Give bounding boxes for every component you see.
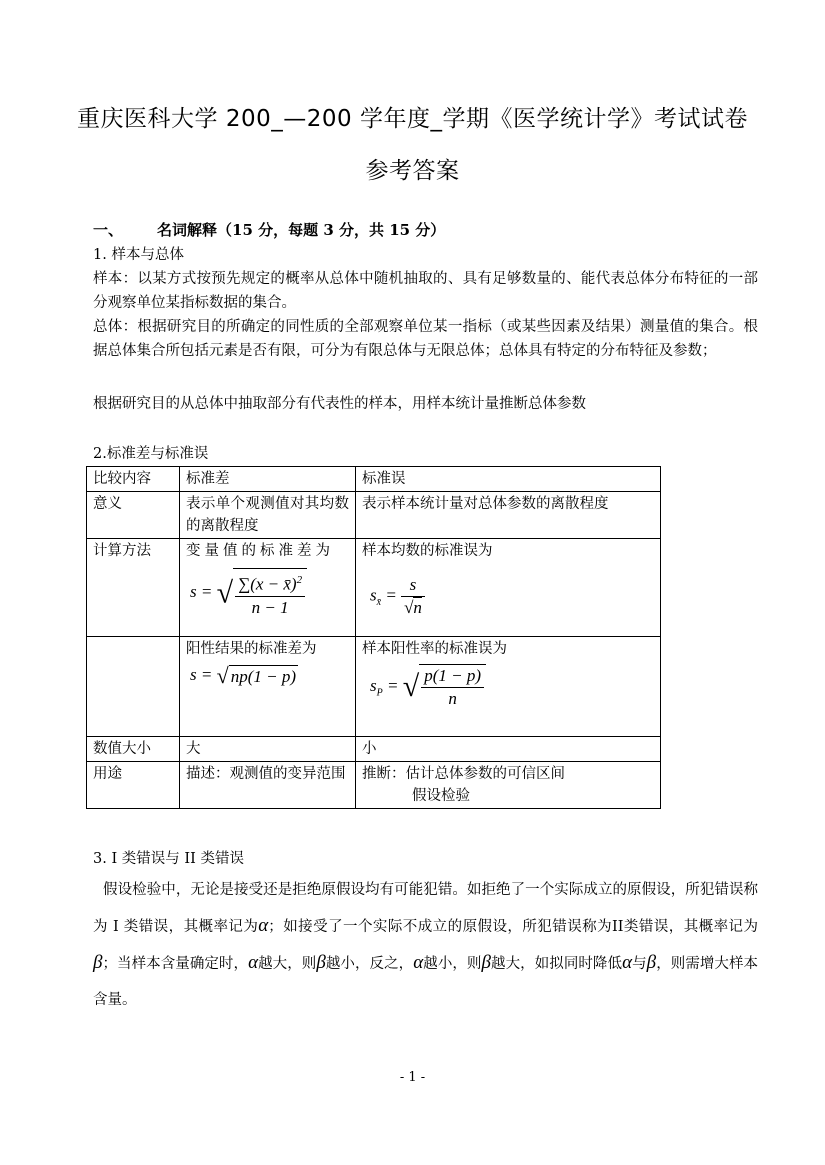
formula-subscript: x̄ — [376, 596, 382, 608]
text-run: ；当样本含量确定时， — [102, 956, 249, 972]
formula-lhs: s — [370, 675, 377, 695]
row-label: 计算方法 — [87, 539, 180, 637]
table-row — [87, 539, 661, 637]
text-run: 与 — [632, 956, 647, 972]
text-run: 越小，反之， — [325, 956, 414, 972]
table-cell — [356, 637, 661, 737]
table-cell: 表示单个观测值对其均数的离散程度 — [180, 492, 356, 539]
table-row — [87, 492, 661, 539]
sample-definition: 样本：以某方式按预先规定的概率从总体中随机抽取的、具有足够数量的、能代表总体分布特征的一部分观察单位某指标数据的集合。 — [93, 271, 758, 311]
formula-lhs: s — [190, 665, 197, 684]
table-row — [87, 762, 661, 809]
question-2-heading: 2.标准差与标准误 — [93, 446, 209, 462]
table-cell — [356, 762, 661, 809]
use-line-1: 推断：估计总体参数的可信区间 — [362, 766, 565, 782]
table-cell — [180, 539, 356, 637]
table-header-row — [87, 467, 661, 492]
table-cell: 描述：观测值的变异范围 — [180, 762, 356, 809]
sampling-note: 根据研究目的从总体中抽取部分有代表性的样本，用样本统计量推断总体参数 — [93, 396, 586, 412]
row-label: 数值大小 — [87, 737, 180, 762]
beta-symbol: β — [93, 952, 103, 973]
sd-p-formula-caption: 阳性结果的标准差为 — [186, 641, 317, 657]
table-cell — [356, 539, 661, 637]
formula-exponent: 2 — [296, 574, 303, 586]
sqrt-sign: √ — [402, 670, 420, 703]
table-header-cell: 标准误 — [356, 467, 661, 492]
beta-symbol: β — [481, 952, 491, 973]
table-row — [87, 737, 661, 762]
formula-numerator: p(1 − p) — [421, 665, 484, 688]
error-types-paragraph — [93, 872, 758, 1018]
exam-subtitle: 参考答案 — [365, 158, 460, 184]
se-formula-caption: 样本均数的标准误为 — [362, 543, 493, 559]
table-cell: 大 — [180, 737, 356, 762]
formula-numerator: ∑(x − x̄) — [238, 574, 297, 594]
page-number: - 1 - — [399, 1070, 426, 1085]
formula-subscript: P — [376, 687, 383, 699]
table-cell: 表示样本统计量对总体参数的离散程度 — [356, 492, 661, 539]
formula-lhs: s — [370, 585, 377, 605]
question-1-heading: 1. 样本与总体 — [93, 247, 184, 263]
text-run: 越大，则 — [258, 956, 317, 972]
formula-denominator: n − 1 — [251, 597, 289, 617]
alpha-symbol: α — [258, 915, 269, 936]
exam-title: 重庆医科大学 200_—200 学年度_学期《医学统计学》考试试卷 — [77, 106, 748, 132]
formula-denominator: n — [448, 689, 457, 708]
text-run: 假设检验中，无论是接受还是拒绝原假设均有可能犯错。如拒绝了一个实际成立的原假设，所犯错误称为 I 类错误，其概率记为 — [93, 882, 758, 935]
sd-formula: s = √ $\frac{\sum(x - x̄)^2}{n - 1}$ — [190, 568, 349, 619]
text-run: 越小，则 — [423, 956, 482, 972]
table-cell: 小 — [356, 737, 661, 762]
use-line-2: 假设检验 — [412, 788, 470, 804]
comparison-table — [86, 466, 661, 809]
beta-symbol: β — [646, 952, 657, 973]
text-run: ；如接受了一个实际不成立的原假设，所犯错误称为II类错误，其概率记为 — [268, 919, 758, 935]
table-header-cell: 标准差 — [180, 467, 356, 492]
formula-denominator: n — [413, 598, 422, 617]
row-label — [87, 637, 180, 737]
alpha-symbol: α — [248, 952, 259, 973]
section-number: 一、 — [93, 221, 124, 239]
question-3-heading: 3. I 类错误与 II 类错误 — [93, 851, 244, 867]
formula-lhs: s — [190, 582, 197, 602]
sqrt-sign: √ $\frac{\sum(x - x̄)^2}{n - 1}$ — [217, 568, 307, 619]
row-label: 用途 — [87, 762, 180, 809]
sd-formula-caption: 变量值的标准差为 — [186, 543, 334, 559]
formula-radicand: np(1 − p) — [230, 666, 296, 686]
sqrt-sign: √ — [404, 598, 414, 617]
sqrt-sign: √ — [216, 663, 229, 689]
row-label: 意义 — [87, 492, 180, 539]
table-header-cell: 比较内容 — [87, 467, 180, 492]
alpha-symbol: α — [622, 952, 633, 973]
section-heading — [93, 219, 445, 240]
se-formula: $s_{x̄}$ = $\frac{s}{√n}$ — [370, 574, 654, 619]
section-title: 名词解释（15 分，每题 3 分，共 15 分） — [157, 221, 446, 239]
sd-p-formula: s = √ np(1 − p) — [190, 663, 296, 689]
alpha-symbol: α — [413, 952, 424, 973]
se-p-formula: $s_P$ = √ $\frac{p(1 - p)}{n}$ — [370, 664, 654, 710]
table-row — [87, 637, 661, 737]
text-run: 越大，如拟同时降低 — [490, 956, 623, 972]
table-cell — [180, 637, 356, 737]
beta-symbol: β — [316, 952, 326, 973]
se-p-formula-caption: 样本阳性率的标准误为 — [362, 641, 507, 657]
text-run: ，则需增大样本含量。 — [93, 956, 759, 1008]
formula-numerator: s — [401, 574, 425, 597]
population-definition: 总体：根据研究目的所确定的同性质的全部观察单位某一指标（或某些因素及结果）测量值的集合。根据总体集合所包括元素是否有限，可分为有限总体与无限总体；总体具有特定的分布特征及参数； — [93, 319, 758, 359]
